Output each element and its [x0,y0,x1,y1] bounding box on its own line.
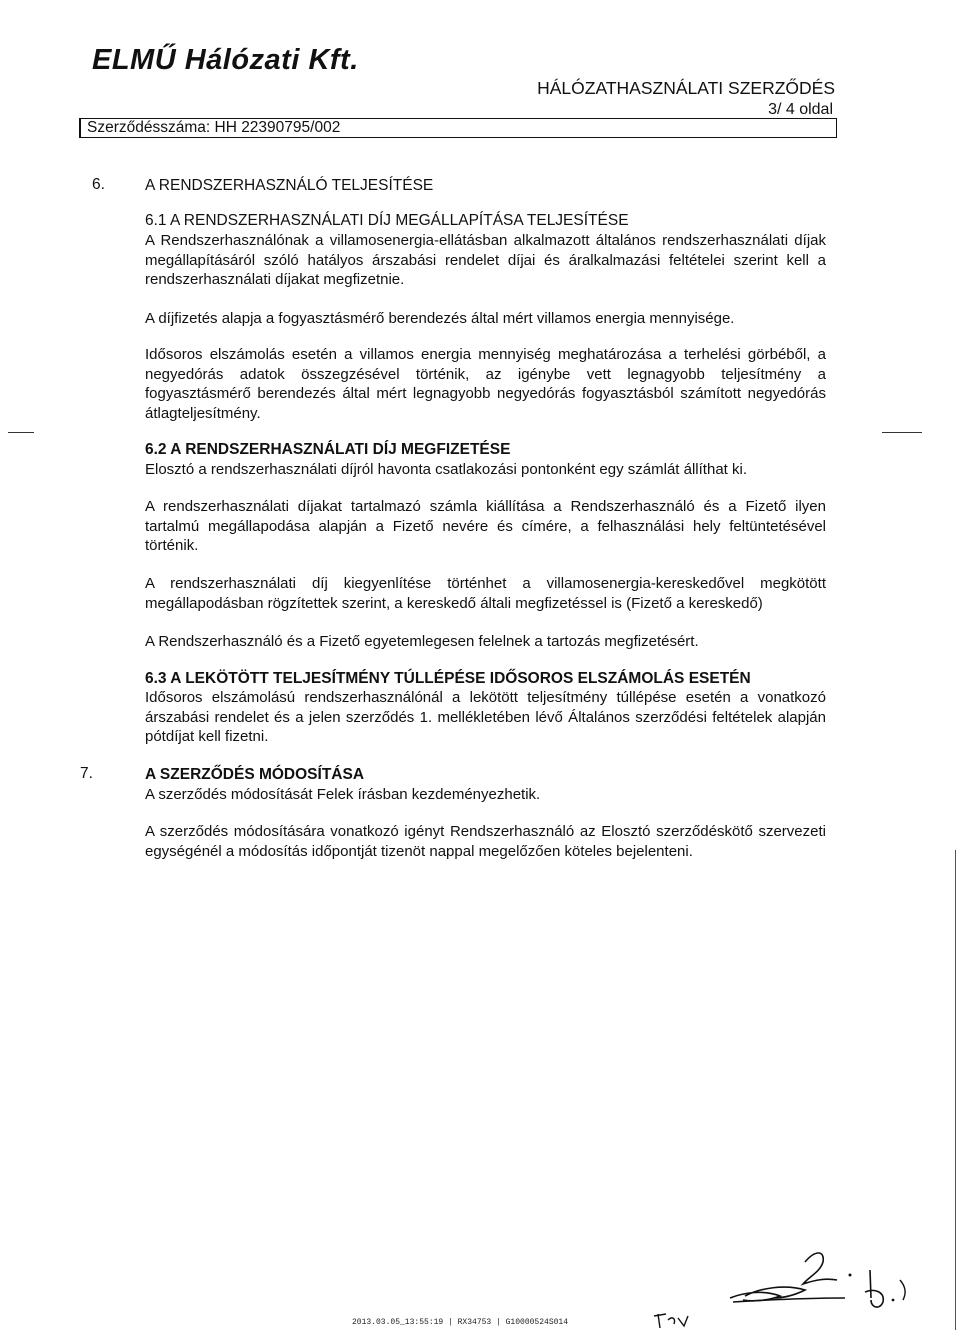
section-6-2-paragraph-4: A Rendszerhasználó és a Fizető egyetemlegesen felelnek a tartozás megfizetésért. [145,633,699,650]
section-7-title: A SZERZŐDÉS MÓDOSÍTÁSA [145,766,365,783]
section-6-1-title: 6.1 A RENDSZERHASZNÁLATI DÍJ MEGÁLLAPÍTÁSA TELJESÍTÉSE [145,212,629,229]
page-number: 3/ 4 oldal [768,101,833,118]
section-7-number: 7. [80,765,93,782]
handwritten-signature [725,1240,915,1320]
section-6-1-paragraph-1: A Rendszerhasználónak a villamosenergia-ellátásban alkalmazott általános rendszerhasználati díjak megállapításáról szóló hatályos árszabási rendelet díjai és áralkalmazási feltételei szerint kell a rendszerhasználati díjakat megfizetnie. [145,232,826,288]
section-6-number: 6. [92,176,105,193]
section-6-2-paragraph-1: Elosztó a rendszerhasználati díjról havonta csatlakozási pontonként egy számlát állíthat ki. [145,461,747,478]
section-6-title: A RENDSZERHASZNÁLÓ TELJESÍTÉSE [145,177,434,194]
contract-number: Szerződésszáma: HH 22390795/002 [87,119,341,136]
section-6-3-title: 6.3 A LEKÖTÖTT TELJESÍTMÉNY TÚLLÉPÉSE IDŐSOROS ELSZÁMOLÁS ESETÉN [145,670,751,687]
section-6-3-paragraph-1: Idősoros elszámolású rendszerhasználónál a lekötött teljesítmény túllépése esetén a vonatkozó árszabási rendelet és a jelen szerződés 1. mellékletében lévő Általános szerződési feltételek alapján pótdíjat kell fizetni. [145,689,826,745]
section-6-1-paragraph-2: A díjfizetés alapja a fogyasztásmérő berendezés által mért villamos energia mennyisége. [145,310,735,327]
section-6-1-paragraph-3: Idősoros elszámolás esetén a villamos energia mennyiség meghatározása a terhelési görbéből, a negyedórás adatok összegzésével történik, az igénybe vett legnagyobb teljesítmény a fogyasztásmérő berendezés által mért legnagyobb negyedórás fogyasztásból számított negyedórás átlagteljesítmény. [145,346,826,422]
footer-stamp: 2013.03.05_13:55:19 | RX34753 | G10000524S014 [352,1318,569,1327]
section-7-paragraph-2: A szerződés módosítására vonatkozó igényt Rendszerhasználó az Elosztó szerződéskötő szervezeti egységénél a módosítás időpontját tizenöt nappal megelőzően köteles bejelenteni. [145,823,826,860]
initials-mark [648,1298,698,1338]
scan-edge-line [955,850,956,1330]
document-title: HÁLÓZATHASZNÁLATI SZERZŐDÉS [537,78,835,98]
section-6-2-paragraph-3: A rendszerhasználati díj kiegyenlítése történhet a villamosenergia-kereskedővel megkötött megállapodásban rögzítettek szerint, a kereskedő általi megfizetéssel is (Fizető a kereskedő) [145,575,826,612]
section-7-paragraph-1: A szerződés módosítását Felek írásban kezdeményezhetik. [145,786,541,803]
section-6-2-title: 6.2 A RENDSZERHASZNÁLATI DÍJ MEGFIZETÉSE [145,441,511,458]
company-logo: ELMŰ Hálózati Kft. [92,44,359,76]
margin-dash-left [8,432,34,433]
margin-dash-right [882,432,922,433]
section-6-2-paragraph-2: A rendszerhasználati díjakat tartalmazó számla kiállítása a Rendszerhasználó és a Fizető ilyen tartalmú megállapodása alapján a Fizető nevére és címére, a felhasználási hely feltüntetésével történik. [145,498,826,554]
